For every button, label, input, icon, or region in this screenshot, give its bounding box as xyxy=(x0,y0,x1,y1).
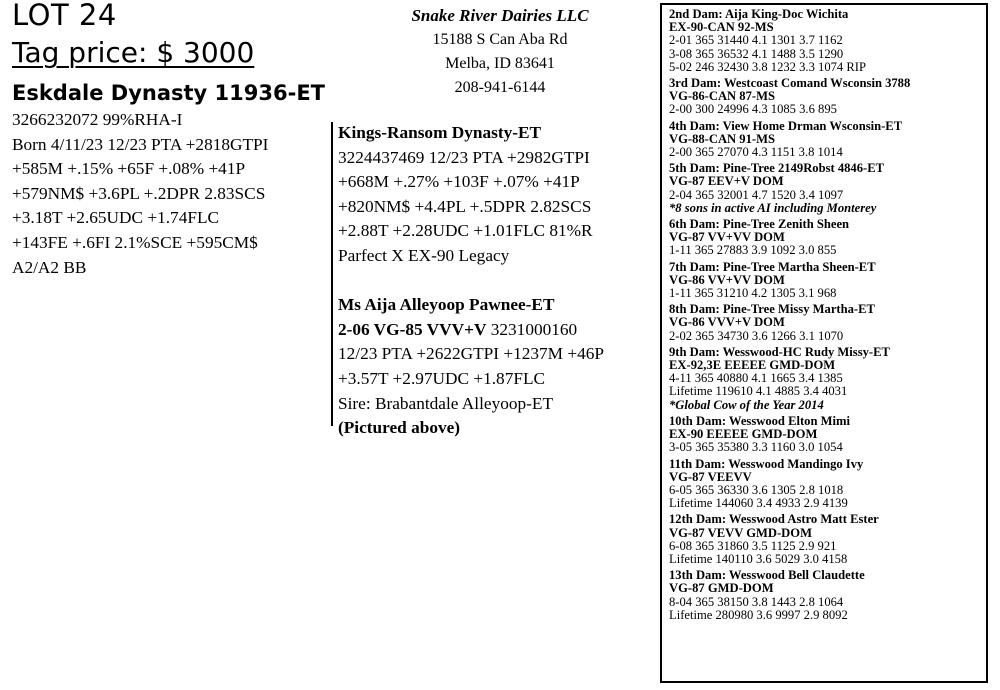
animal-detail-line: +143FE +.6FI 2.1%SCE +595CM$ xyxy=(12,232,258,252)
pedigree-dam-name: 10th Dam: Wesswood Elton Mimi xyxy=(669,413,850,428)
pedigree-dam-record: 3-08 365 36532 4.1 1488 3.5 1290 xyxy=(669,46,844,61)
sire-detail-line: Parfect X EX-90 Legacy xyxy=(338,245,510,265)
pedigree-dam-name: 2nd Dam: Aija King-Doc Wichita xyxy=(669,7,849,21)
pedigree-dam-record: 2-04 365 32001 4.7 1520 3.4 1097 xyxy=(669,187,844,202)
pedigree-dam-entry xyxy=(669,120,986,160)
sire-detail-line: +2.88T +2.28UDC +1.01FLC 81%R xyxy=(338,221,593,241)
pedigree-dam-record: 5-02 246 32430 3.8 1232 3.3 1074 RIP xyxy=(669,59,866,74)
pedigree-dam-entry xyxy=(669,415,986,455)
farm-phone: 208-941-6144 xyxy=(454,79,546,96)
pedigree-dam-note: *8 sons in active AI including Monterey xyxy=(669,200,877,215)
pedigree-dam-entry xyxy=(669,346,986,412)
divider-line xyxy=(331,122,333,426)
animal-details xyxy=(12,108,268,280)
animal-detail-line: Born 4/11/23 12/23 PTA +2818GTPI xyxy=(12,134,269,154)
pedigree-dam-classification: VG-87 VV+VV DOM xyxy=(669,230,785,245)
pedigree-dam-entry xyxy=(669,162,986,215)
pedigree-dam-record: Lifetime 140110 3.6 5029 3.0 4158 xyxy=(669,551,848,566)
tag-price: Tag price: $ 3000 xyxy=(12,36,255,69)
pedigree-dam-classification: EX-90 EEEEE GMD-DOM xyxy=(669,427,818,442)
pedigree-dam-note: *Global Cow of the Year 2014 xyxy=(669,397,824,412)
pedigree-dam-name: 6th Dam: Pine-Tree Zenith Sheen xyxy=(669,217,850,232)
dam-classification-line xyxy=(338,318,604,343)
farm-name: Snake River Dairies LLC xyxy=(411,6,589,25)
pedigree-dam-record: Lifetime 144060 3.4 4933 2.9 4139 xyxy=(669,496,848,511)
pedigree-dam-entry xyxy=(669,218,986,258)
pedigree-dam-classification: VG-87 GMD-DOM xyxy=(669,581,774,596)
pedigree-dam-name: 8th Dam: Pine-Tree Missy Martha-ET xyxy=(669,302,875,317)
spacer xyxy=(338,269,604,294)
pedigree-dam-record: 2-02 365 34730 3.6 1266 3.1 1070 xyxy=(669,328,844,343)
dam-name: Ms Aija Alleyoop Pawnee-ET xyxy=(338,295,555,315)
animal-detail-line: +585M +.15% +65F +.08% +41P xyxy=(12,159,246,179)
pedigree-dam-record: Lifetime 280980 3.6 9997 2.9 8092 xyxy=(669,607,848,622)
dam-id: 3231000160 xyxy=(490,319,578,339)
pedigree-dam-classification: VG-86-CAN 87-MS xyxy=(669,89,775,104)
animal-name: Eskdale Dynasty 11936-ET xyxy=(12,81,325,105)
pedigree-dam-entry xyxy=(669,458,986,511)
pedigree-dam-name: 11th Dam: Wesswood Mandingo Ivy xyxy=(669,456,864,471)
pedigree-dam-classification: EX-92,3E EEEEE GMD-DOM xyxy=(669,358,836,373)
dam-detail-line: Sire: Brabantdale Alleyoop-ET xyxy=(338,393,553,413)
pedigree-dam-entry xyxy=(669,77,986,117)
pedigree-dam-name: 9th Dam: Wesswood-HC Rudy Missy-ET xyxy=(669,344,890,359)
farm-city: Melba, ID 83641 xyxy=(445,55,555,72)
pedigree-dam-record: 6-08 365 31860 3.5 1125 2.9 921 xyxy=(669,538,837,553)
animal-detail-line: A2/A2 BB xyxy=(12,257,87,277)
sire-detail-line: 3224437469 12/23 PTA +2982GTPI xyxy=(338,147,590,167)
sire-detail-line: +668M +.27% +103F +.07% +41P xyxy=(338,172,580,192)
animal-detail-line: 3266232072 99%RHA-I xyxy=(12,110,183,129)
pedigree-dam-classification: VG-88-CAN 91-MS xyxy=(669,131,775,146)
pedigree-dam-record: 4-11 365 40880 4.1 1665 3.4 1385 xyxy=(669,371,843,386)
pedigree-dam-classification: VG-87 VEEVV xyxy=(669,469,752,484)
animal-detail-line: +579NM$ +3.6PL +.2DPR 2.83SCS xyxy=(12,183,266,203)
dam-detail-line: 12/23 PTA +2622GTPI +1237M +46P xyxy=(338,344,604,364)
pedigree-dam-record: 1-11 365 31210 4.2 1305 3.1 968 xyxy=(669,286,837,301)
sire-detail-line: +820NM$ +4.4PL +.5DPR 2.82SCS xyxy=(338,196,592,216)
dam-classification: 2-06 VG-85 VVV+V xyxy=(338,319,487,339)
pedigree-dam-entry xyxy=(669,8,986,74)
pedigree-dam-name: 5th Dam: Pine-Tree 2149Robst 4846-ET xyxy=(669,161,885,176)
pedigree-dam-record: 2-00 365 27070 4.3 1151 3.8 1014 xyxy=(669,145,843,160)
dam-detail-line: +3.57T +2.97UDC +1.87FLC xyxy=(338,368,546,388)
pedigree-dam-name: 7th Dam: Pine-Tree Martha Sheen-ET xyxy=(669,259,876,274)
pedigree-dam-entry xyxy=(669,303,986,343)
lot-title: LOT 24 xyxy=(12,0,117,32)
pedigree-dam-classification: EX-90-CAN 92-MS xyxy=(669,20,774,35)
pedigree-dam-entry xyxy=(669,513,986,566)
pedigree-dam-record: 8-04 365 38150 3.8 1443 2.8 1064 xyxy=(669,594,844,609)
farm-contact xyxy=(370,4,630,100)
sire-dam-block xyxy=(338,121,604,441)
pedigree-dam-entry xyxy=(669,261,986,301)
pedigree-dam-classification: VG-86 VVV+V DOM xyxy=(669,315,785,330)
pedigree-dam-classification: VG-86 VV+VV DOM xyxy=(669,272,785,287)
pedigree-dam-record: 2-01 365 31440 4.1 1301 3.7 1162 xyxy=(669,33,843,48)
pedigree-dam-record: 2-00 300 24996 4.3 1085 3.6 895 xyxy=(669,102,837,117)
pictured-note: (Pictured above) xyxy=(338,418,461,438)
pedigree-dam-classification: VG-87 VEVV GMD-DOM xyxy=(669,525,812,540)
pedigree-dam-record: 6-05 365 36330 3.6 1305 2.8 1018 xyxy=(669,482,844,497)
animal-detail-line: +3.18T +2.65UDC +1.74FLC xyxy=(12,208,220,228)
pedigree-dam-record: 1-11 365 27883 3.9 1092 3.0 855 xyxy=(669,243,837,258)
pedigree-dam-record: 3-05 365 35380 3.3 1160 3.0 1054 xyxy=(669,440,843,455)
pedigree-dam-name: 3rd Dam: Westcoast Comand Wsconsin 3788 xyxy=(669,76,911,91)
farm-address: 15188 S Can Aba Rd xyxy=(432,31,568,48)
pedigree-dam-record: Lifetime 119610 4.1 4885 3.4 4031 xyxy=(669,384,848,399)
sire-name: Kings-Ransom Dynasty-ET xyxy=(338,123,542,142)
pedigree-box xyxy=(660,3,988,683)
pedigree-dam-name: 12th Dam: Wesswood Astro Matt Ester xyxy=(669,512,879,527)
pedigree-dam-name: 4th Dam: View Home Drman Wsconsin-ET xyxy=(669,118,903,133)
pedigree-dam-classification: VG-87 EEV+V DOM xyxy=(669,174,784,189)
pedigree-dam-name: 13th Dam: Wesswood Bell Claudette xyxy=(669,568,865,583)
pedigree-dam-entry xyxy=(669,569,986,622)
